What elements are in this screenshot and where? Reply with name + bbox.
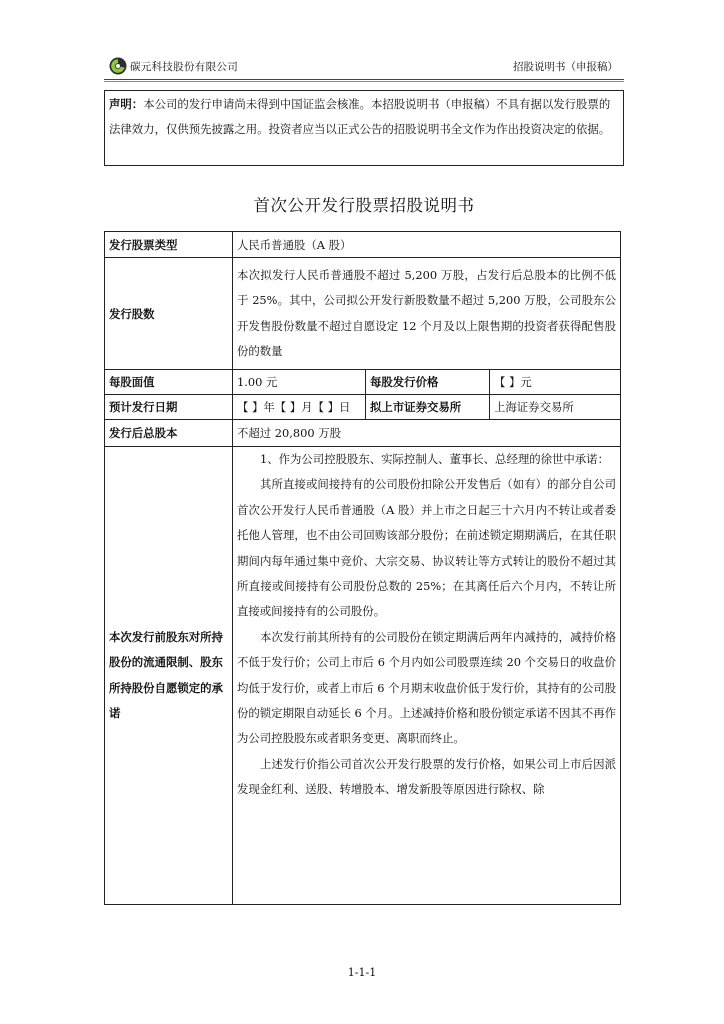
par-value: 1.00 元 — [233, 370, 366, 395]
date-label: 预计发行日期 — [105, 395, 233, 420]
offering-summary-table — [104, 231, 621, 905]
page-title: 首次公开发行股票招股说明书 — [253, 196, 475, 215]
table-row — [105, 232, 621, 258]
total-shares-label: 发行后总股本 — [105, 420, 233, 447]
table-row — [105, 395, 621, 420]
page-header — [104, 56, 624, 78]
disclaimer-box — [104, 90, 624, 166]
price-label: 每股发行价格 — [366, 370, 490, 395]
header-divider-thin — [104, 81, 624, 82]
document-type: 招股说明书（申报稿） — [513, 61, 618, 73]
table-row — [105, 258, 621, 370]
company-logo-icon — [109, 57, 127, 75]
table-row — [105, 370, 621, 395]
shares-label: 发行股数 — [105, 258, 233, 370]
lockup-paragraph: 其所直接或间接持有的公司股份扣除公开发售后（如有）的部分自公司首次公开发行人民币普通股（A 股）并上市之日起三十六月内不转让或者委托他人管理，也不由公司回购该部分股份；在前述锁定期期满后，在其任职期间内每年通过集中竞价、大宗交易、协议转让等方式转让的股份不超过其所直接或间接持有公司股份总数的 25%；在其离任后六个月内，不转让所直接或间接持有的公司股份。 — [237, 477, 616, 619]
page-number: 1-1-1 — [347, 966, 377, 979]
price-value: 【 】元 — [490, 370, 621, 395]
lockup-commitment — [233, 447, 621, 905]
company-name: 碳元科技股份有限公司 — [130, 61, 238, 73]
lockup-paragraph: 本次发行前其所持有的公司股份在锁定期满后两年内减持的，减持价格不低于发行价；公司上市后 6 个月内如公司股票连续 20 个交易日的收盘价均低于发行价，或者上市后 6 个月期末收盘价低于发行价，其持有的公司股份的锁定期限自动延长 6 个月。上述减持价格和股份锁定承诺不因其不再作为公司控股股东或者职务变更、离职而终止。 — [237, 629, 616, 746]
exchange-value: 上海证券交易所 — [490, 395, 621, 420]
table-row — [105, 447, 621, 905]
lockup-paragraph: 1、作为公司控股股东、实际控制人、董事长、总经理的徐世中承诺： — [260, 452, 609, 466]
lockup-paragraph: 上述发行价指公司首次公开发行股票的发行价格，如果公司上市后因派发现金红利、送股、转增股本、增发新股等原因进行除权、除 — [237, 756, 616, 797]
disclaimer-label: 声明： — [109, 97, 144, 111]
par-value-label: 每股面值 — [105, 370, 233, 395]
table-row — [105, 420, 621, 447]
exchange-label: 拟上市证券交易所 — [366, 395, 490, 420]
shares-value: 本次拟发行人民币普通股不超过 5,200 万股，占发行后总股本的比例不低于 25%。其中，公司拟公开发行新股数量不超过 5,200 万股，公司股东公开发售股份数量不超过自愿设定 12 个月及以上限售期的投资者获得配售股份的数量 — [233, 258, 621, 370]
lockup-label: 本次发行前股东对所持股份的流通限制、股东所持股份自愿锁定的承诺 — [105, 447, 233, 905]
disclaimer-text: 本公司的发行申请尚未得到中国证监会核准。本招股说明书（申报稿）不具有据以发行股票的法律效力，仅供预先披露之用。投资者应当以正式公告的招股说明书全文作为作出投资决定的依据。 — [109, 97, 611, 137]
type-label: 发行股票类型 — [105, 232, 233, 258]
total-shares-value: 不超过 20,800 万股 — [233, 420, 621, 447]
type-value: 人民币普通股（A 股） — [233, 232, 621, 258]
date-value: 【 】年【 】月【 】日 — [233, 395, 366, 420]
header-divider — [104, 79, 624, 80]
